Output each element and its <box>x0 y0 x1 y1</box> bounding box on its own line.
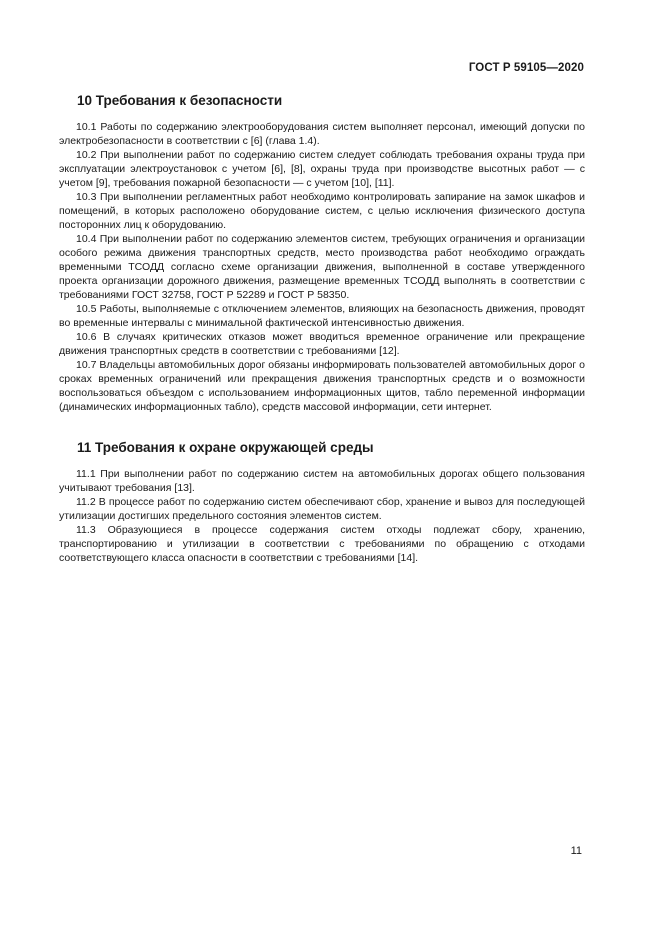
paragraph: 10.1 Работы по содержанию электрооборудования систем выполняет персонал, имеющий допуски по электробезопасности в соответствии с [6] (глава 1.4). <box>59 121 585 147</box>
paragraph: 10.3 При выполнении регламентных работ необходимо контролировать запирание на замок шкафов и помещений, в которых расположено оборудование систем, с целью исключения физического доступа посторонних лиц к оборудованию. <box>59 191 585 231</box>
page-number: 11 <box>570 845 582 857</box>
section-safety <box>59 93 585 414</box>
paragraph: 10.4 При выполнении работ по содержанию элементов систем, требующих ограничения и организации особого режима движения транспортных средств, место производства работ необходимо ограждать временными ТСОДД согласно схеме организации движения, выполненной в составе утвержденного проекта организации дорожного движения, размещение временных ТСОДД выполнять в соответствии с требованиями ГОСТ 32758, ГОСТ Р 52289 и ГОСТ Р 58350. <box>59 233 585 301</box>
paragraph: 11.1 При выполнении работ по содержанию систем на автомобильных дорогах общего пользования учитывают требования [13]. <box>59 468 585 494</box>
section-environment <box>59 440 585 565</box>
paragraph: 10.6 В случаях критических отказов может вводиться временное ограничение или прекращение движения транспортных средств в соответствии с требованиями [12]. <box>59 331 585 357</box>
paragraph: 10.7 Владельцы автомобильных дорог обязаны информировать пользователей автомобильных дорог о сроках временных ограничений или прекращения движения транспортных средств и о возможности воспользоваться объездом с использованием информационных щитов, табло переменной информации (динамических информационных табло), средств массовой информации, сети интернет. <box>59 359 585 413</box>
section-title: 10 Требования к безопасности <box>77 93 283 108</box>
paragraph: 10.2 При выполнении работ по содержанию систем следует соблюдать требования охраны труда при эксплуатации электроустановок с учетом [6], [8], охраны труда при производстве высотных работ — с учетом [9], требования пожарной безопасности — с учетом [10], [11]. <box>59 149 585 189</box>
document-body <box>59 93 585 565</box>
section-title: 11 Требования к охране окружающей среды <box>77 440 374 455</box>
document-code: ГОСТ Р 59105—2020 <box>468 62 584 74</box>
paragraph: 11.2 В процессе работ по содержанию систем обеспечивают сбор, хранение и вывоз для последующей утилизации достигших предельного состояния элементов систем. <box>59 496 585 522</box>
paragraph: 11.3 Образующиеся в процессе содержания систем отходы подлежат сбору, хранению, транспортированию и утилизации в соответствии с требованиями по обращению с отходами соответствующего класса опасности в соответствии с требованиями [14]. <box>59 524 585 564</box>
paragraph: 10.5 Работы, выполняемые с отключением элементов, влияющих на безопасность движения, проводят во временные интервалы с минимальной фактической интенсивностью движения. <box>59 303 585 329</box>
